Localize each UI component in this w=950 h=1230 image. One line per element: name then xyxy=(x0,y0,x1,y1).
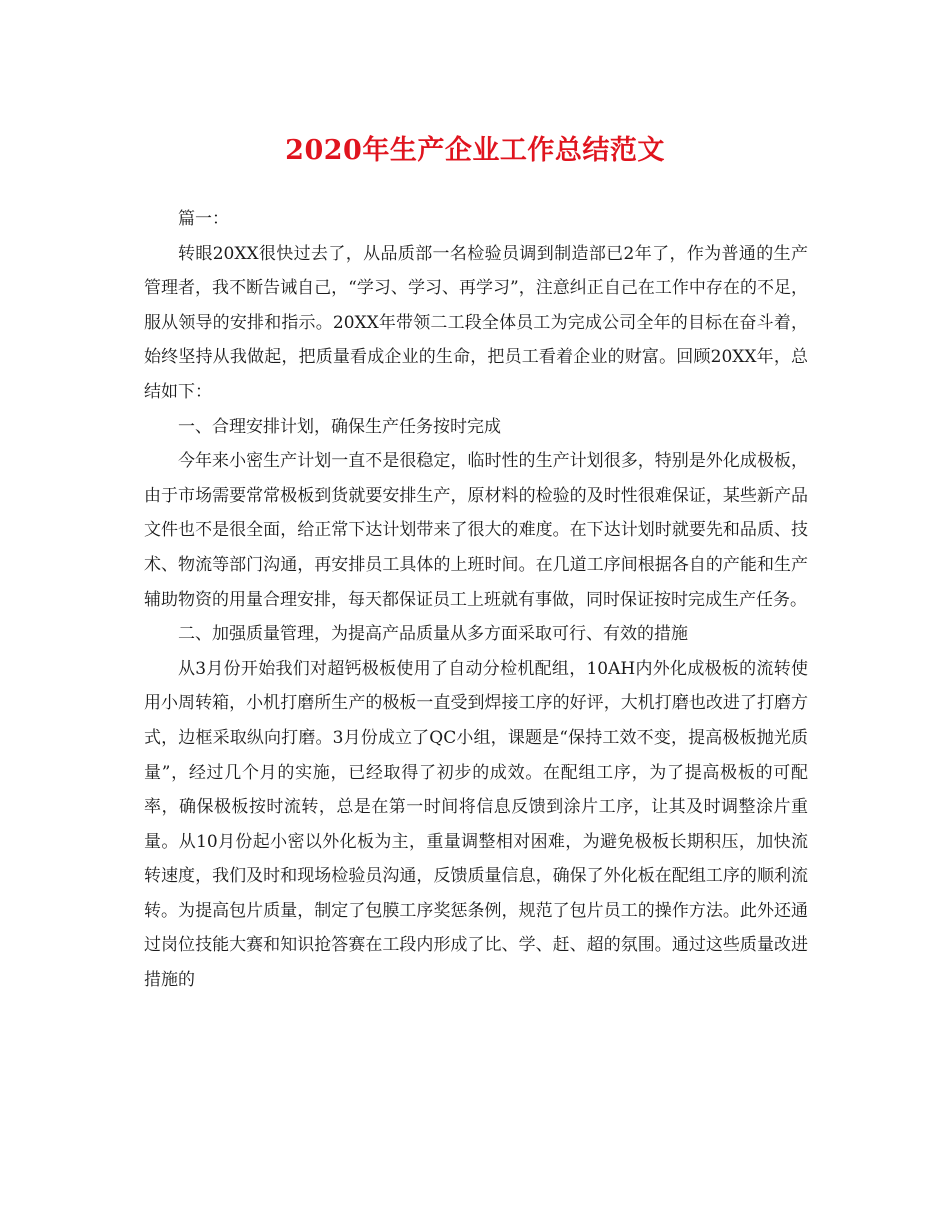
intro-paragraph: 转眼20XX很快过去了，从品质部一名检验员调到制造部已2年了，作为普通的生产管理者，我不断告诫自己，“学习、学习、再学习”，注意纠正自己在工作中存在的不足，服从领导的安排和指示。20XX年带领二工段全体员工为完成公司全年的目标在奋斗着，始终坚持从我做起，把质量看成企业的生命，把员工看着企业的财富。回顾20XX年，总结如下： xyxy=(144,243,808,402)
quality-paragraph: 从3月份开始我们对超钙极板使用了自动分检机配组，10AH内外化成极板的流转使用小周转箱，小机打磨所生产的极板一直受到焊接工序的好评，大机打磨也改进了打磨方式，边框采取纵向打磨。3月份成立了QC小组，课题是“保持工效不变，提高极板抛光质量”，经过几个月的实施，已经取得了初步的成效。在配组工序，为了提高极板的可配率，确保极板按时流转，总是在第一时间将信息反馈到涂片工序，让其及时调整涂片重量。从10月份起小密以外化板为主，重量调整相对困难，为避免极板长期积压，加快流转速度，我们及时和现场检验员沟通，反馈质量信息，确保了外化板在配组工序的顺利流转。为提高包片质量，制定了包膜工序奖惩条例，规范了包片员工的操作方法。此外还通过岗位技能大赛和知识抢答赛在工段内形成了比、学、赶、超的氛围。通过这些质量改进措施的 xyxy=(144,658,808,991)
section-heading-planning: 一、合理安排计划，确保生产任务按时完成 xyxy=(178,416,501,437)
section-label-part-one: 篇一： xyxy=(178,209,229,229)
planning-paragraph: 今年来小密生产计划一直不是很稳定，临时性的生产计划很多，特别是外化成极板，由于市场需要常常极板到货就要安排生产，原材料的检验的及时性很难保证，某些新产品文件也不是很全面，给正常下达计划带来了很大的难度。在下达计划时就要先和品质、技术、物流等部门沟通，再安排员工具体的上班时间。在几道工序间根据各自的产能和生产辅助物资的用量合理安排，每天都保证员工上班就有事做，同时保证按时完成生产任务。 xyxy=(144,451,808,610)
document-title: 2020年生产企业工作总结范文 xyxy=(285,135,665,166)
document-body xyxy=(144,202,808,998)
section-heading-quality: 二、加强质量管理，为提高产品质量从多方面采取可行、有效的措施 xyxy=(178,624,688,645)
